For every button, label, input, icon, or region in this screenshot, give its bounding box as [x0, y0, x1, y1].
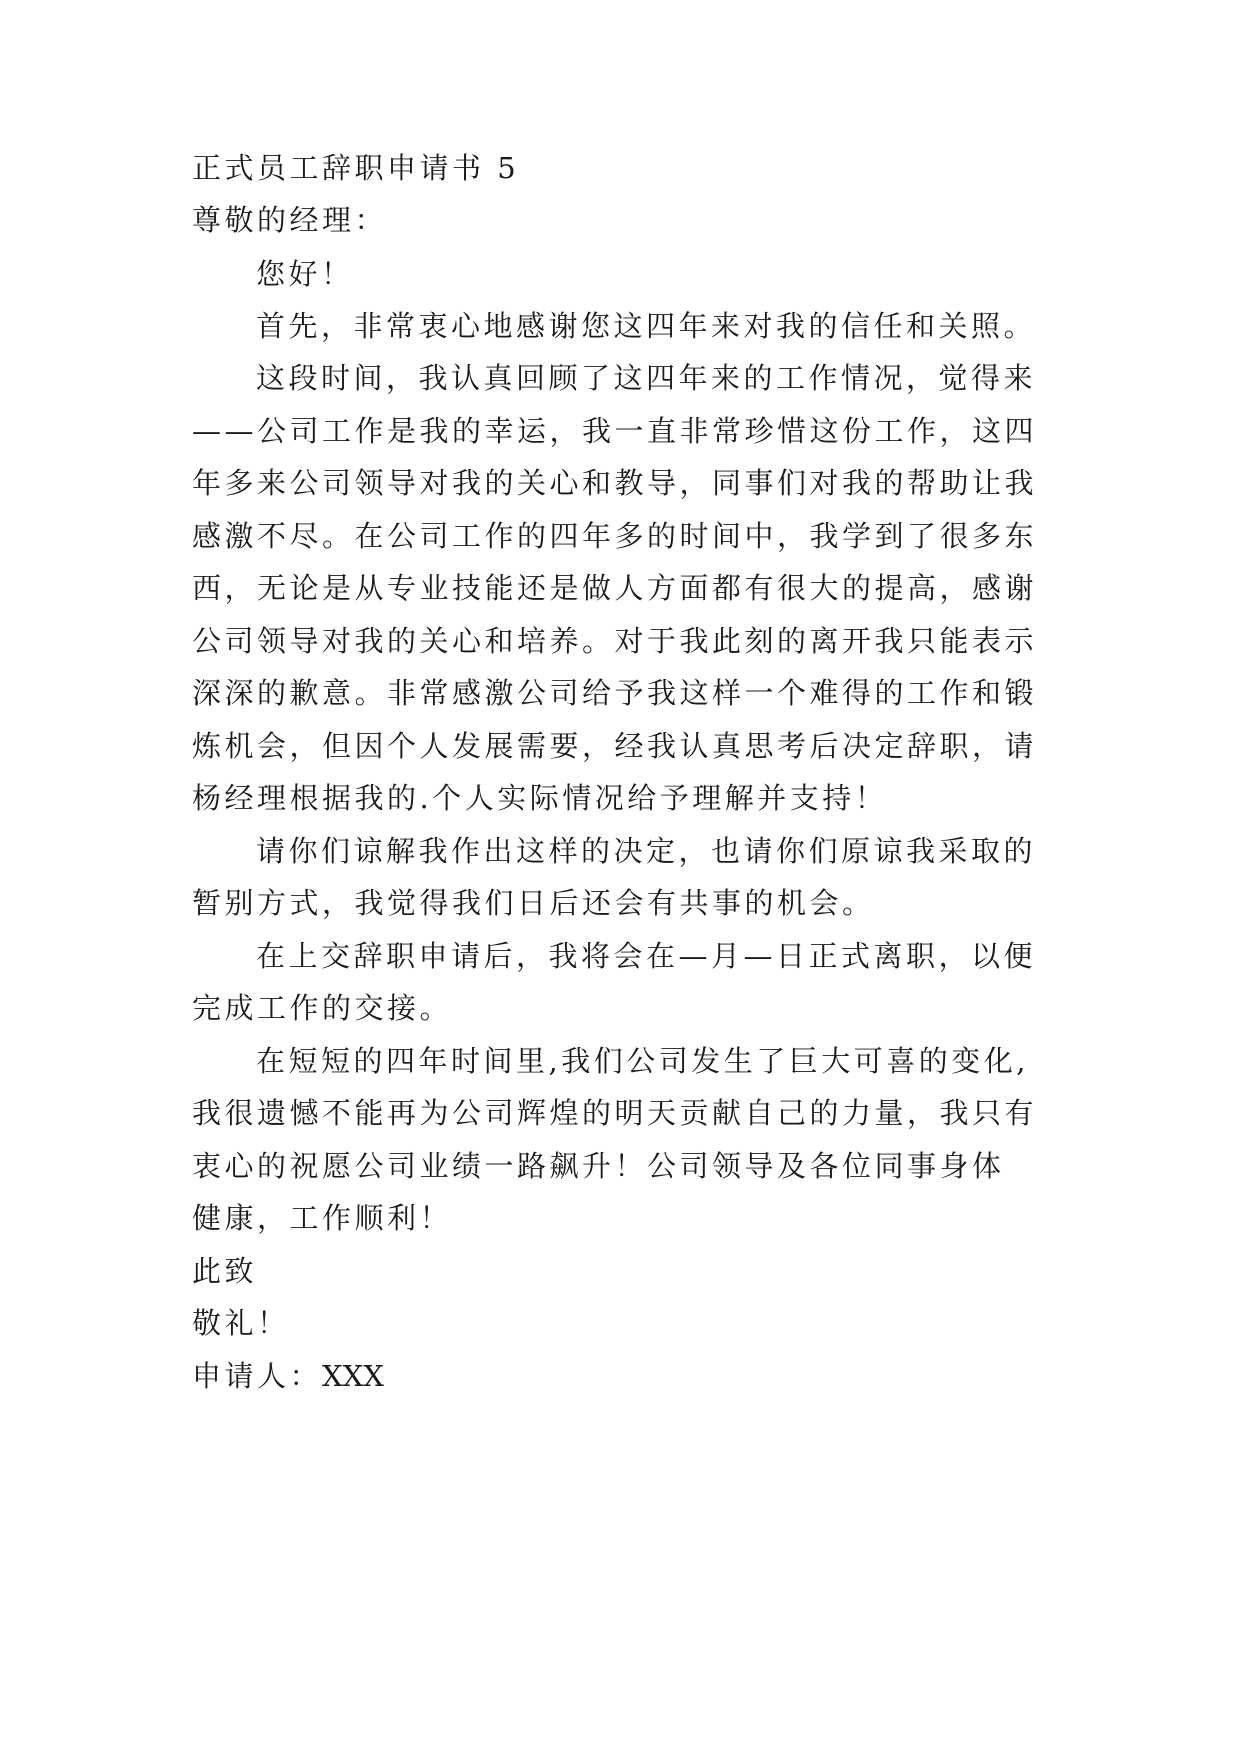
paragraph-line: 杨经理根据我的.个人实际情况给予理解并支持！ — [192, 781, 888, 815]
signature-label: 申请人： — [192, 1359, 323, 1393]
closing-line: 此致 — [192, 1254, 258, 1288]
paragraph-line: 暂别方式，我觉得我们日后还会有共事的机会。 — [192, 886, 875, 920]
paragraph-line: 炼机会，但因个人发展需要，经我认真思考后决定辞职，请 — [192, 729, 1038, 763]
paragraph-line: 深深的歉意。非常感激公司给予我这样一个难得的工作和锻 — [192, 676, 1038, 710]
paragraph-line: 西，无论是从专业技能还是做人方面都有很大的提高，感谢 — [192, 571, 1038, 605]
paragraph-line: 公司领导对我的关心和培养。对于我此刻的离开我只能表示 — [192, 624, 1038, 658]
paragraph-line: 我很遗憾不能再为公司辉煌的明天贡献自己的力量，我只有 — [192, 1096, 1038, 1130]
document-title: 正式员工辞职申请书 5 — [192, 151, 520, 185]
paragraph-line: 首先，非常衷心地感谢您这四年来对我的信任和关照。 — [256, 309, 1037, 343]
signature-value: XXX — [322, 1359, 384, 1393]
paragraph-line: 在短短的四年时间里,我们公司发生了巨大可喜的变化, — [256, 1044, 1029, 1078]
paragraph-line: 在上交辞职申请后，我将会在—月—日正式离职，以便 — [256, 939, 1037, 973]
signature — [192, 1356, 384, 1396]
paragraph-line: 衷心的祝愿公司业绩一路飙升！公司领导及各位同事身体 — [192, 1149, 1005, 1183]
paragraph-line: 年多来公司领导对我的关心和教导，同事们对我的帮助让我 — [192, 466, 1038, 500]
paragraph-line: 完成工作的交接。 — [192, 991, 453, 1025]
paragraph-line: 感激不尽。在公司工作的四年多的时间中，我学到了很多东 — [192, 519, 1038, 553]
paragraph-line: 请你们谅解我作出这样的决定，也请你们原谅我采取的 — [256, 834, 1037, 868]
paragraph-line: ——公司工作是我的幸运，我一直非常珍惜这份工作，这四 — [192, 414, 1038, 448]
greeting: 您好！ — [256, 257, 354, 291]
closing-line: 敬礼！ — [192, 1306, 290, 1340]
paragraph-line: 健康，工作顺利！ — [192, 1201, 453, 1235]
salutation: 尊敬的经理： — [192, 203, 388, 237]
paragraph-line: 这段时间，我认真回顾了这四年来的工作情况，觉得来 — [256, 361, 1037, 395]
